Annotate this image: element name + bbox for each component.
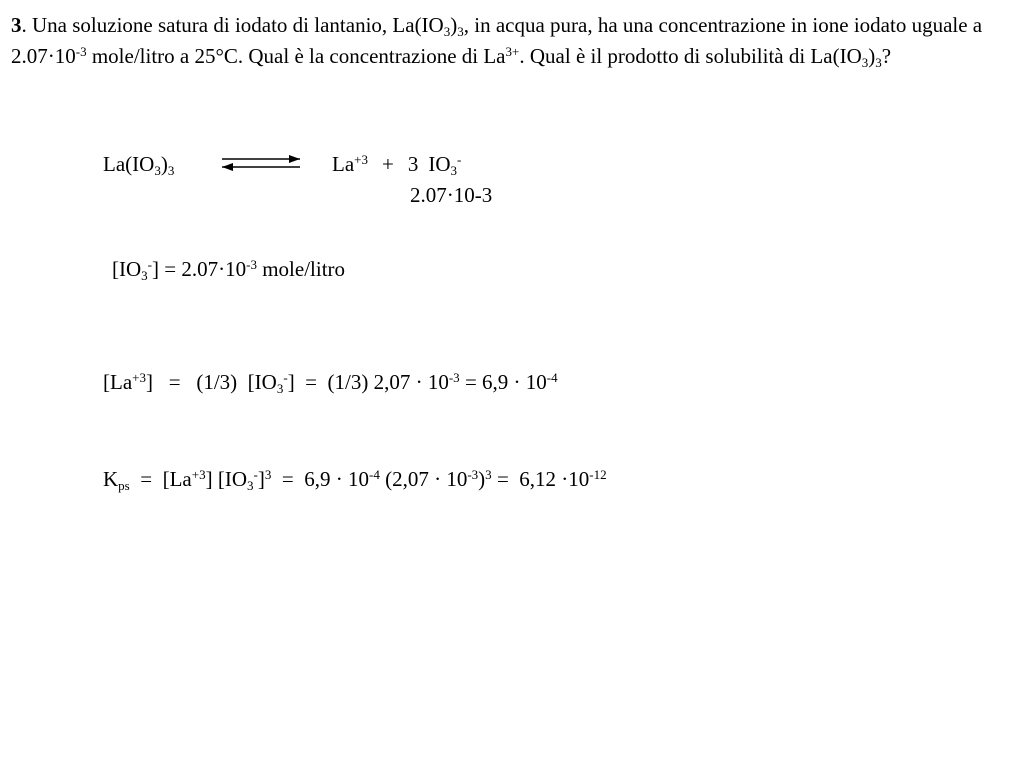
kps-cube-2: 3 bbox=[485, 466, 492, 482]
kps-io3-charge: - bbox=[253, 466, 258, 482]
kps-k: K bbox=[103, 467, 119, 491]
kps-io3-sub: 3 bbox=[247, 477, 254, 493]
problem-text-4: mole/litro a 25°C. Qual è la concentrazione di La bbox=[86, 44, 506, 68]
la-exponent-2: -4 bbox=[546, 369, 558, 385]
kps-text-e: (2,07 · 10 bbox=[379, 467, 468, 491]
la-io3-charge: - bbox=[283, 369, 288, 385]
la-text-a: [La bbox=[103, 370, 133, 394]
product-iodate-charge: - bbox=[457, 151, 462, 167]
kps-text-f: ) bbox=[478, 467, 486, 491]
problem-sup-3: -3 bbox=[75, 43, 87, 59]
problem-sup-4: 3+ bbox=[505, 43, 520, 59]
la-io3-sub: 3 bbox=[276, 380, 284, 396]
kps-result: = 6,12 ·10 bbox=[491, 467, 590, 491]
reactant-sub-1: 3 bbox=[154, 162, 161, 178]
problem-text-5: . Qual è il prodotto di solubilità di La(IO bbox=[519, 44, 862, 68]
iodate-concentration-line bbox=[112, 256, 346, 283]
kps-text-c: ] bbox=[257, 467, 265, 491]
reactant-sub-2: 3 bbox=[167, 162, 175, 178]
product-iodate-sub: 3 bbox=[450, 162, 458, 178]
reaction-reactant bbox=[103, 152, 175, 178]
kps-exponent-3: -12 bbox=[589, 466, 607, 482]
kps-la-charge: +3 bbox=[191, 466, 206, 482]
equilibrium-arrow-icon bbox=[218, 152, 304, 174]
kps-text-d: = 6,9 · 10 bbox=[271, 467, 369, 491]
io3-text-b: ] = 2.07·10 bbox=[152, 257, 247, 281]
io3-charge: - bbox=[147, 256, 153, 272]
problem-text-1: . Una soluzione satura di iodato di lantanio, La(IO bbox=[21, 13, 444, 37]
problem-statement bbox=[11, 10, 1001, 72]
io3-text-a: [IO bbox=[112, 257, 142, 281]
io3-exponent: -3 bbox=[246, 256, 257, 272]
la-charge: +3 bbox=[132, 369, 147, 385]
reaction-concentration: 2.07·10-3 bbox=[410, 183, 493, 207]
product-plus: + bbox=[382, 152, 394, 176]
problem-text-3: , in acqua pura, ha una concentrazione in ione iodato uguale a 2.07·10 bbox=[11, 13, 983, 68]
la-exponent-1: -3 bbox=[448, 369, 460, 385]
kps-text-b: ] [IO bbox=[205, 467, 248, 491]
problem-text-6: ) bbox=[868, 44, 876, 68]
reaction-products bbox=[332, 151, 462, 178]
product-la-charge: +3 bbox=[354, 151, 369, 167]
kps-exponent-2: -3 bbox=[467, 466, 479, 482]
product-iodate: IO bbox=[428, 152, 451, 176]
problem-sub-2: 3 bbox=[457, 23, 464, 39]
lanthanum-concentration-line bbox=[103, 369, 558, 396]
reactant-text: La(IO bbox=[103, 152, 155, 176]
la-text-b: ] = (1/3) [IO bbox=[146, 370, 277, 394]
problem-sub-6: 3 bbox=[875, 54, 882, 70]
problem-text-7: ? bbox=[881, 44, 892, 68]
problem-text-2: ) bbox=[450, 13, 458, 37]
problem-sub-5: 3 bbox=[861, 54, 869, 70]
kps-text-a: = [La bbox=[129, 467, 192, 491]
problem-number: 3 bbox=[11, 13, 22, 37]
kps-line bbox=[103, 466, 607, 493]
la-text-c: ] = (1/3) 2,07 · 10 bbox=[287, 370, 449, 394]
io3-unit: mole/litro bbox=[256, 257, 346, 281]
kps-cube: 3 bbox=[264, 466, 272, 482]
kps-subscript: ps bbox=[118, 477, 130, 493]
reactant-paren: ) bbox=[160, 152, 168, 176]
kps-exponent-1: -4 bbox=[368, 466, 380, 482]
product-coefficient: 3 bbox=[407, 152, 419, 176]
io3-sub: 3 bbox=[141, 267, 148, 283]
product-la: La bbox=[332, 152, 355, 176]
problem-sub-1: 3 bbox=[443, 23, 451, 39]
la-result: = 6,9 · 10 bbox=[459, 370, 547, 394]
